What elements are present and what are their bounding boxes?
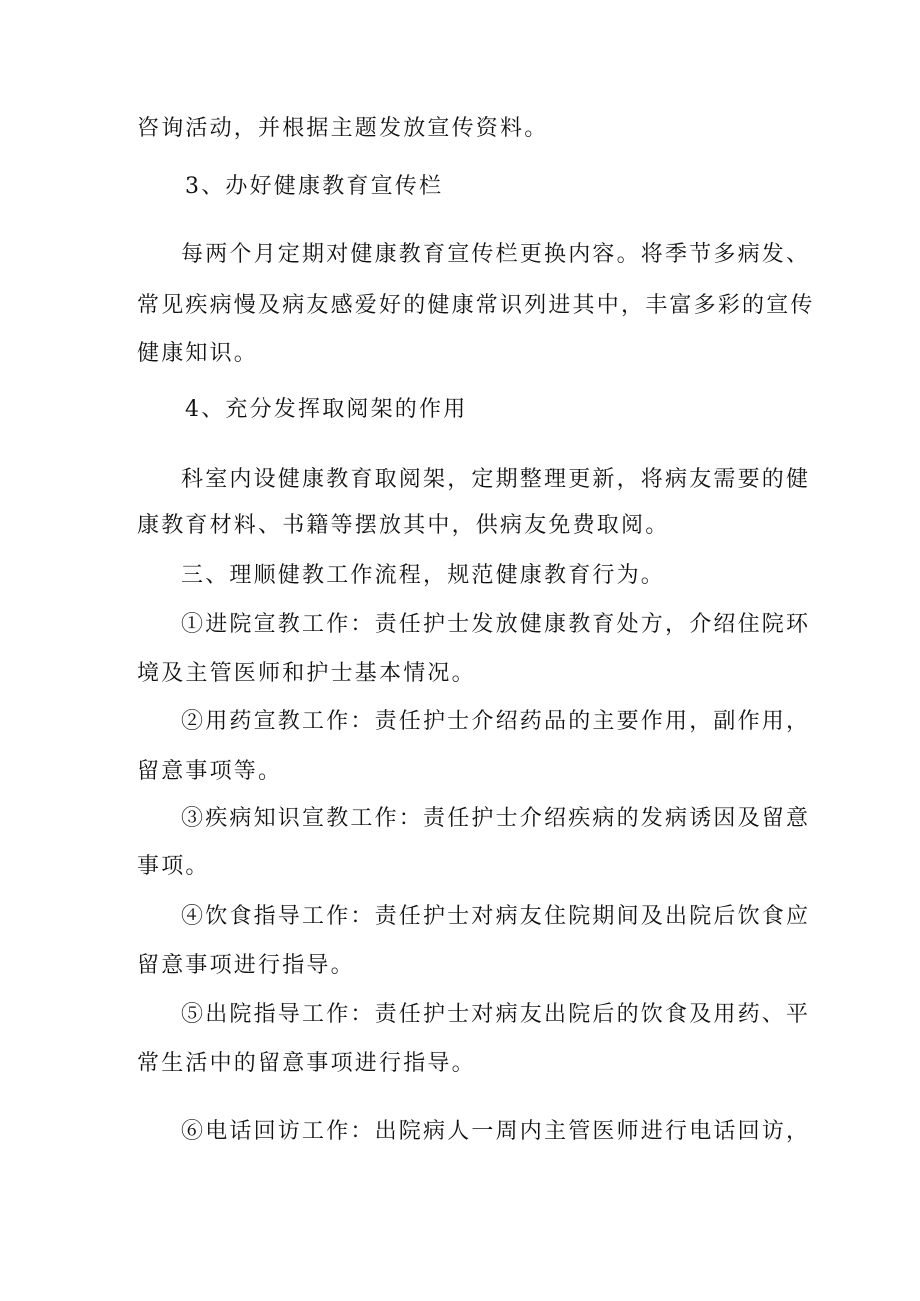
list-item-1-line-2: 境及主管医师和护士基本情况。 xyxy=(137,661,476,686)
paragraph-line-5: 科室内设健康教育取阅架，定期整理更新，将病友需要的健 xyxy=(181,467,811,492)
paragraph-line-2: 每两个月定期对健康教育宣传栏更换内容。将季节多病发、 xyxy=(181,242,811,267)
list-item-3-line-2: 事项。 xyxy=(137,854,210,879)
list-item-2-line-2: 留意事项等。 xyxy=(137,759,283,784)
list-item-4-line-1: ④饮食指导工作：责任护士对病友住院期间及出院后饮食应 xyxy=(181,904,811,929)
list-item-6-line-1: ⑥电话回访工作：出院病人一周内主管医师进行电话回访， xyxy=(181,1119,811,1144)
paragraph-line-4: 健康知识。 xyxy=(137,341,259,366)
list-item-1-line-1: ①进院宣教工作：责任护士发放健康教育处方，介绍住院环 xyxy=(181,612,811,637)
paragraph-line-1: 咨询活动，并根据主题发放宣传资料。 xyxy=(137,116,549,141)
section-heading-4: 4、充分发挥取阅架的作用 xyxy=(185,397,468,422)
list-item-5-line-1: ⑤出院指导工作：责任护士对病友出院后的饮食及用药、平 xyxy=(181,1002,811,1027)
section-heading-3: 3、办好健康教育宣传栏 xyxy=(185,174,444,199)
section-heading-three: 三、理顺健教工作流程，规范健康教育行为。 xyxy=(181,563,666,588)
list-item-3-line-1: ③疾病知识宣教工作：责任护士介绍疾病的发病诱因及留意 xyxy=(181,806,811,831)
list-item-2-line-1: ②用药宣教工作：责任护士介绍药品的主要作用，副作用， xyxy=(181,709,811,734)
list-item-5-line-2: 常生活中的留意事项进行指导。 xyxy=(137,1051,476,1076)
paragraph-line-3: 常见疾病慢及病友感爱好的健康常识列进其中，丰富多彩的宣传 xyxy=(137,293,815,318)
paragraph-line-6: 康教育材料、书籍等摆放其中，供病友免费取阅。 xyxy=(137,513,670,538)
list-item-4-line-2: 留意事项进行指导。 xyxy=(137,953,355,978)
